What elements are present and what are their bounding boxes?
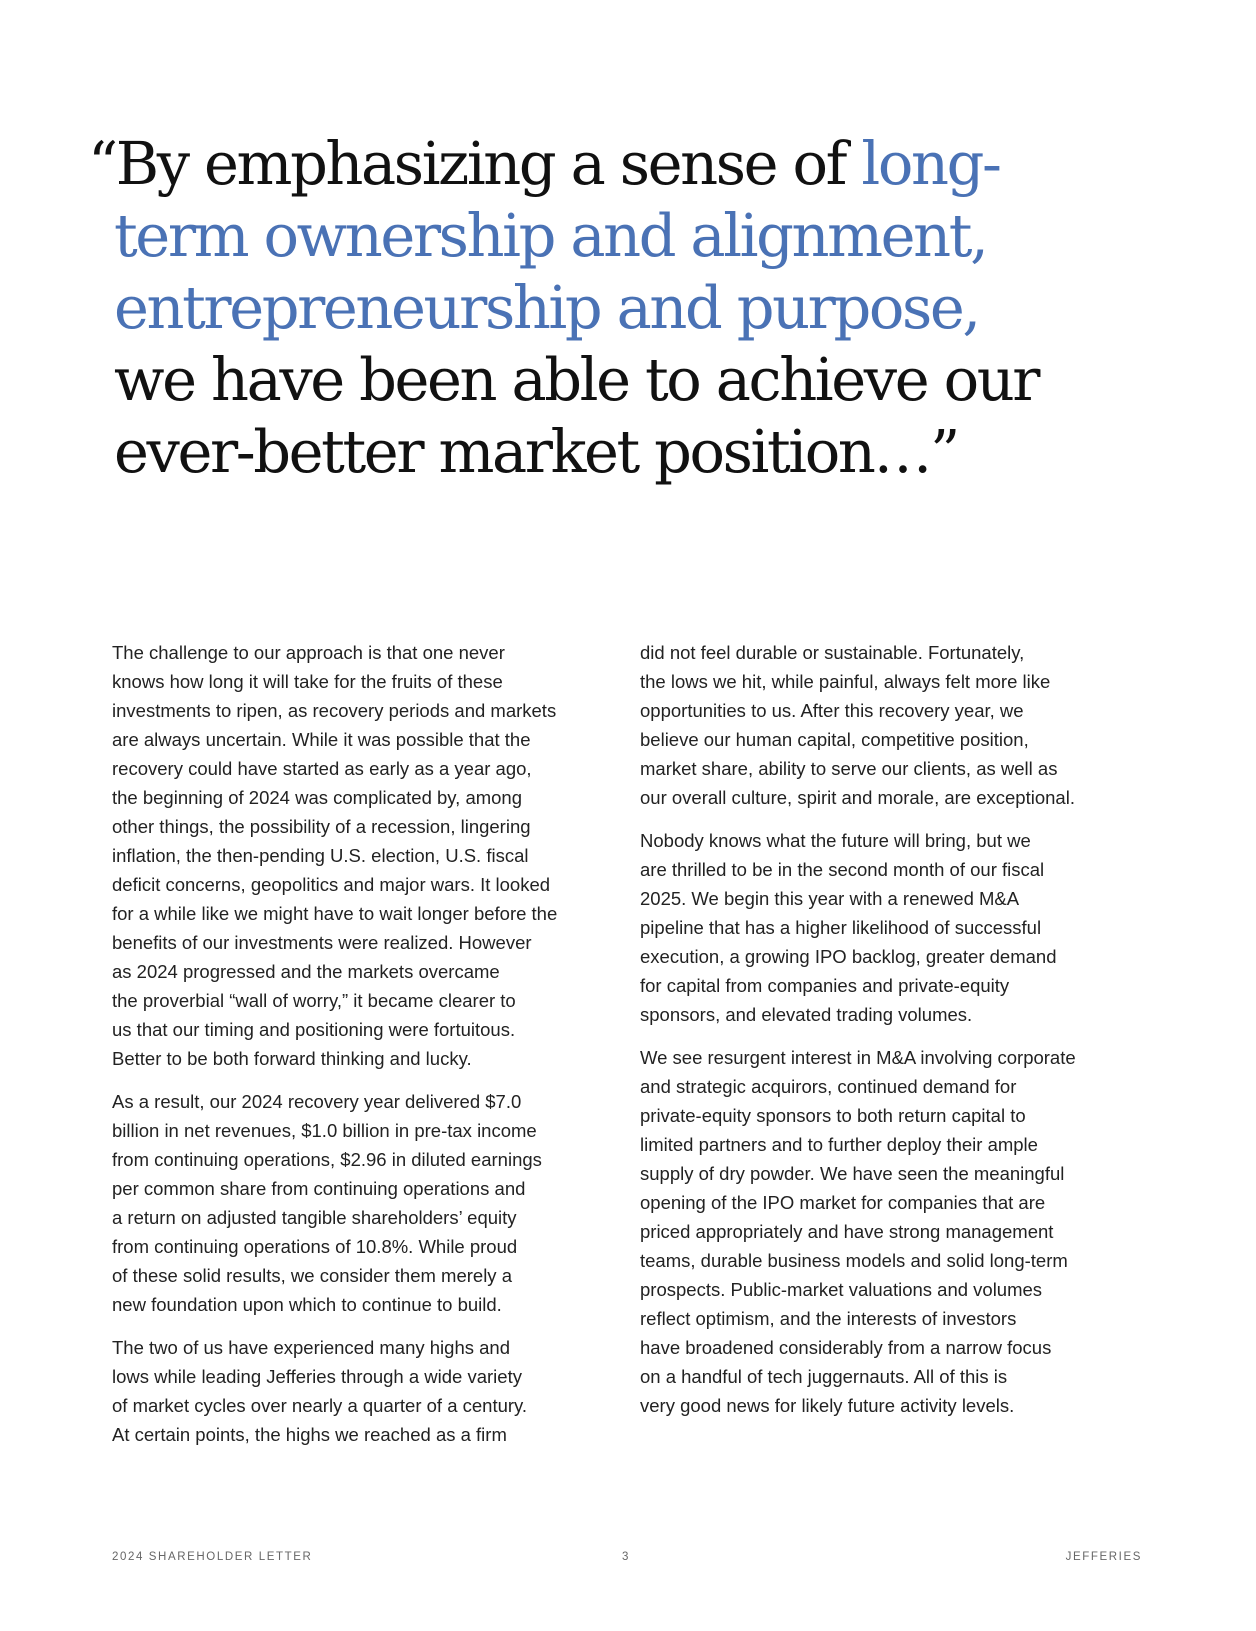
body-paragraph: [640, 826, 1135, 1029]
body-text-line: for a while like we might have to wait longer before the: [112, 903, 558, 924]
body-text-line: The challenge to our approach is that one never: [112, 642, 505, 663]
body-text-line: recovery could have started as early as a year ago,: [112, 758, 532, 779]
body-text-line: The two of us have experienced many highs and: [112, 1337, 510, 1358]
body-text-line: the proverbial “wall of worry,” it became clearer to: [112, 990, 516, 1011]
body-text-line: teams, durable business models and solid long-term: [640, 1250, 1068, 1271]
body-text-line: pipeline that has a higher likelihood of successful: [640, 917, 1042, 938]
body-text-line: execution, a growing IPO backlog, greater demand: [640, 946, 1057, 967]
body-text-line: the beginning of 2024 was complicated by, among: [112, 787, 523, 808]
body-text-line: lows while leading Jefferies through a wide variety: [112, 1366, 522, 1387]
body-text-line: a return on adjusted tangible shareholders’ equity: [112, 1207, 517, 1228]
body-text-line: We see resurgent interest in M&A involving corporate: [640, 1047, 1076, 1068]
body-text-line: have broadened considerably from a narrow focus: [640, 1337, 1052, 1358]
body-paragraph: [112, 1087, 607, 1319]
pull-quote-line-2: term ownership and alignment,: [114, 201, 987, 270]
body-text-line: private-equity sponsors to both return capital to: [640, 1105, 1026, 1126]
body-text-line: limited partners and to further deploy their ample: [640, 1134, 1038, 1155]
body-text-line: of these solid results, we consider them merely a: [112, 1265, 512, 1286]
body-text-line: priced appropriately and have strong management: [640, 1221, 1054, 1242]
footer-document-title: 2024 SHAREHOLDER LETTER: [112, 1551, 313, 1563]
body-paragraph: [640, 1043, 1135, 1420]
body-text-line: from continuing operations of 10.8%. While proud: [112, 1236, 518, 1257]
body-text-line: did not feel durable or sustainable. Fortunately,: [640, 642, 1025, 663]
body-text-line: deficit concerns, geopolitics and major wars. It looked: [112, 874, 551, 895]
body-text-line: 2025. We begin this year with a renewed M&A: [640, 888, 1020, 909]
body-paragraph: [112, 638, 607, 1073]
body-text-line: sponsors, and elevated trading volumes.: [640, 1004, 973, 1025]
body-text-line: opening of the IPO market for companies that are: [640, 1192, 1046, 1213]
body-text-line: believe our human capital, competitive position,: [640, 729, 1029, 750]
pull-quote-line-3: entrepreneurship and purpose,: [114, 273, 979, 342]
body-text-line: from continuing operations, $2.96 in diluted earnings: [112, 1149, 542, 1170]
footer-page-number: 3: [622, 1551, 630, 1563]
body-text-line: are always uncertain. While it was possible that the: [112, 729, 531, 750]
body-text-line: knows how long it will take for the fruits of these: [112, 671, 503, 692]
pull-quote-accent-text: long-: [861, 129, 1000, 198]
body-text-line: billion in net revenues, $1.0 billion in pre-tax income: [112, 1120, 537, 1141]
body-text-line: investments to ripen, as recovery periods and markets: [112, 700, 557, 721]
footer-company-name: JEFFERIES: [1065, 1551, 1142, 1563]
body-text-line: very good news for likely future activity levels.: [640, 1395, 1015, 1416]
right-column: [640, 638, 1135, 1434]
body-paragraph: [112, 1333, 607, 1449]
pull-quote-line-5: ever-better market position…”: [114, 417, 958, 486]
body-text-line: other things, the possibility of a recession, lingering: [112, 816, 531, 837]
body-text-line: on a handful of tech juggernauts. All of this is: [640, 1366, 1008, 1387]
body-text-line: supply of dry powder. We have seen the meaningful: [640, 1163, 1065, 1184]
body-text-line: market share, ability to serve our clients, as well as: [640, 758, 1058, 779]
body-text-line: as 2024 progressed and the markets overcame: [112, 961, 500, 982]
body-text-line: new foundation upon which to continue to build.: [112, 1294, 502, 1315]
body-text-line: the lows we hit, while painful, always felt more like: [640, 671, 1051, 692]
body-text-line: At certain points, the highs we reached as a firm: [112, 1424, 507, 1445]
body-text-line: As a result, our 2024 recovery year delivered $7.0: [112, 1091, 522, 1112]
body-text-line: per common share from continuing operations and: [112, 1178, 526, 1199]
body-text-line: benefits of our investments were realized. However: [112, 932, 532, 953]
body-text-line: us that our timing and positioning were fortuitous.: [112, 1019, 516, 1040]
body-text-line: prospects. Public-market valuations and volumes: [640, 1279, 1043, 1300]
body-paragraph: [640, 638, 1135, 812]
body-text-line: opportunities to us. After this recovery year, we: [640, 700, 1024, 721]
body-text-line: Better to be both forward thinking and lucky.: [112, 1048, 472, 1069]
body-text-line: Nobody knows what the future will bring, but we: [640, 830, 1031, 851]
pull-quote-line-4: we have been able to achieve our: [114, 345, 1039, 414]
body-text-line: for capital from companies and private-equity: [640, 975, 1010, 996]
left-column: [112, 638, 607, 1463]
body-text-line: reflect optimism, and the interests of investors: [640, 1308, 1017, 1329]
body-text-line: of market cycles over nearly a quarter of a century.: [112, 1395, 528, 1416]
body-text-line: inflation, the then-pending U.S. election, U.S. fiscal: [112, 845, 529, 866]
body-text-line: and strategic acquirors, continued demand for: [640, 1076, 1017, 1097]
body-text-line: are thrilled to be in the second month of our fiscal: [640, 859, 1045, 880]
pull-quote-text: “By emphasizing a sense of: [88, 129, 862, 198]
pull-quote-line-1: [88, 128, 1088, 200]
pull-quote: [88, 128, 1088, 488]
body-text-line: our overall culture, spirit and morale, are exceptional.: [640, 787, 1075, 808]
